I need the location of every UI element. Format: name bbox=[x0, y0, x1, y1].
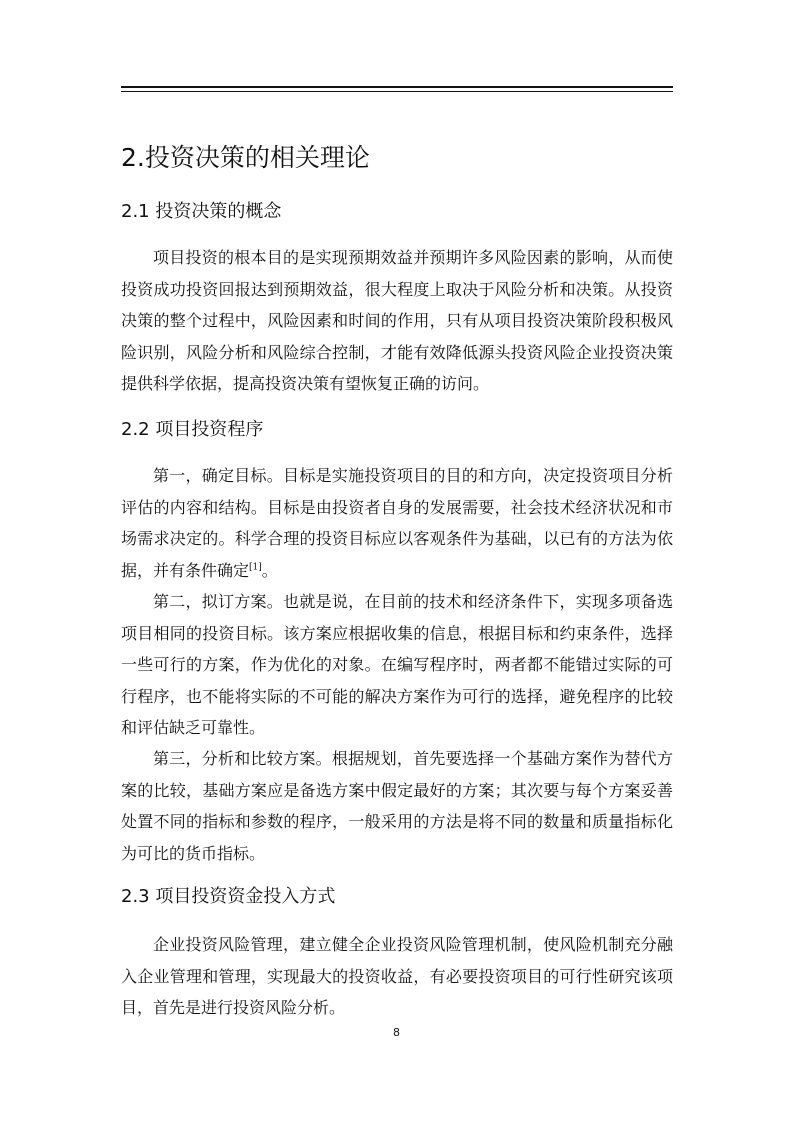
section-heading-2-1: 2.1 投资决策的概念 bbox=[121, 201, 282, 222]
header-rule-thin bbox=[121, 91, 673, 92]
citation-marker: [1] bbox=[249, 562, 262, 573]
section-heading-2-2: 2.2 项目投资程序 bbox=[121, 419, 264, 440]
paragraph-investment-decision-concept: 项目投资的根本目的是实现预期效益并预期许多风险因素的影响，从而使投资成功投资回报达到预期效益，很大程度上取决于风险分析和决策。从投资决策的整个过程中，风险因素和时间的作用，只有从项目投资决策阶段积极风险识别，风险分析和风险综合控制，才能有效降低源头投资风险企业投资决策提供科学依据，提高投资决策有望恢复正确的访问。 bbox=[121, 248, 673, 393]
section-heading-2-3: 2.3 项目投资资金投入方式 bbox=[121, 886, 336, 907]
paragraph-step-one-end: 。 bbox=[261, 560, 278, 580]
paragraph-step-two: 第二，拟订方案。也就是说，在目前的技术和经济条件下，实现多项备选项目相同的投资目标。该方案应根据收集的信息，根据目标和约束条件，选择一些可行的方案，作为优化的对象。在编写程序时，两者都不能错过实际的可行程序，也不能将实际的不可能的解决方案作为可行的选择，避免程序的比较和评估缺乏可靠性。 bbox=[121, 592, 673, 737]
chapter-title: 2.投资决策的相关理论 bbox=[121, 143, 370, 172]
paragraph-capital-input: 企业投资风险管理，建立健全企业投资风险管理机制，使风险机制充分融入企业管理和管理，实现最大的投资收益，有必要投资项目的可行性研究该项目，首先是进行投资风险分析。 bbox=[121, 935, 673, 1017]
paragraph-step-one-text: 第一，确定目标。目标是实施投资项目的目的和方向，决定投资项目分析评估的内容和结构。目标是由投资者自身的发展需要，社会技术经济状况和市场需求决定的。科学合理的投资目标应以客观条件为基础，以已有的方法为依据，并有条件确定 bbox=[121, 466, 673, 580]
header-rule-thick bbox=[121, 86, 673, 88]
page-number: 8 bbox=[393, 1026, 400, 1039]
paragraph-step-three: 第三，分析和比较方案。根据规划，首先要选择一个基础方案作为替代方案的比较，基础方案应是备选方案中假定最好的方案；其次要与每个方案妥善处置不同的指标和参数的程序，一般采用的方法是将不同的数量和质量指标化为可比的货币指标。 bbox=[121, 749, 673, 863]
paragraph-step-one bbox=[121, 460, 673, 586]
